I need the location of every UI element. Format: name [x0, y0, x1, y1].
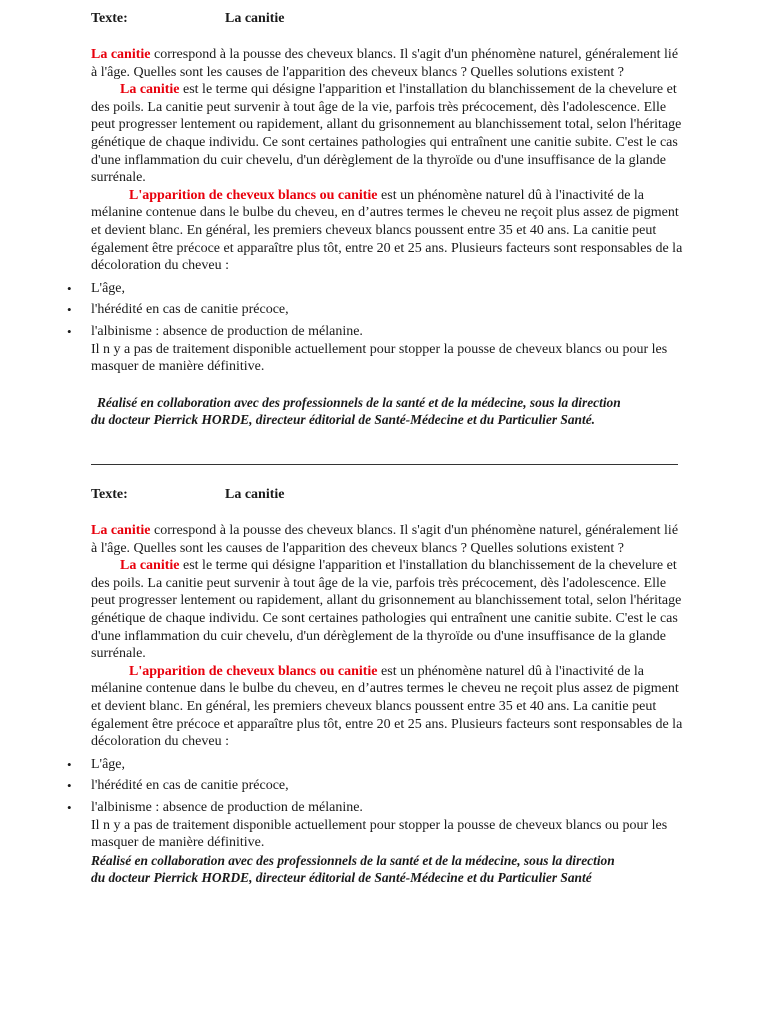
- section-divider: [91, 464, 678, 465]
- credit-line: Réalisé en collaboration avec des professionnels de la santé et de la médecine, sous la direction: [91, 852, 615, 868]
- section-header: [91, 10, 683, 28]
- highlight-term: La canitie: [91, 47, 151, 62]
- header-label: Texte:: [91, 487, 128, 502]
- list-item: • l'hérédité en cas de canitie précoce,: [91, 777, 683, 795]
- highlight-term: La canitie: [91, 523, 151, 538]
- credit-line: Réalisé en collaboration avec des professionnels de la santé et de la médecine, sous la direction: [97, 394, 621, 410]
- header-title: La canitie: [225, 487, 285, 502]
- paragraph-treatment: Il n y a pas de traitement disponible actuellement pour stopper la pousse de cheveux blancs ou pour les masquer de manière définitive.: [91, 341, 668, 375]
- paragraph-text: correspond à la pousse des cheveux blancs. Il s'agit d'un phénomène naturel, généralement lié à l'âge. Quelles sont les causes de l'apparition des cheveux blancs ? Quelles solutions existent ?: [91, 47, 679, 80]
- list-item: • l'hérédité en cas de canitie précoce,: [91, 301, 683, 319]
- article-section-2: [91, 486, 683, 886]
- highlight-term: L'apparition de cheveux blancs ou canitie: [129, 187, 378, 203]
- list-item: • l'albinisme : absence de production de mélanine.: [91, 799, 683, 817]
- credit-line: du docteur Pierrick HORDE, directeur éditorial de Santé-Médecine et du Particulier Santé.: [91, 411, 595, 427]
- paragraph-intro: [91, 522, 683, 557]
- paragraph-text: est le terme qui désigne l'apparition et l'installation du blanchissement de la chevelure et des poils. La canitie peut survenir à tout âge de la vie, parfois très précocement, dès l'adolescence. Elle peut progresser lentement ou rapidement, allant du grisonnement au blanchissement total, selon l'héritage génétique de chaque individu. Ce sont certaines pathologies qui entraînent une canitie subite. C'est le cas d'une inflammation du cuir chevelu, d'un dérèglement de la thyroïde ou d'une insuffisance de la glande surrénale.: [91, 82, 682, 186]
- highlight-term: La canitie: [120, 82, 180, 98]
- list-item: • L'âge,: [91, 756, 683, 774]
- paragraph-causes: [91, 187, 683, 275]
- factor-list: [91, 756, 683, 817]
- paragraph-text: correspond à la pousse des cheveux blancs. Il s'agit d'un phénomène naturel, généralement lié à l'âge. Quelles sont les causes de l'apparition des cheveux blancs ? Quelles solutions existent ?: [91, 523, 679, 556]
- factor-list: [91, 280, 683, 341]
- header-label: Texte:: [91, 11, 128, 26]
- paragraph-text: est un phénomène naturel dû à l'inactivité de la mélanine contenue dans le bulbe du cheveu, en d’autres termes le cheveu ne reçoit plus assez de pigment et devient blanc. En général, les premiers cheveux blancs poussent entre 35 et 40 ans. La canitie peut également être précoce et apparaître plus tôt, entre 20 et 25 ans. Plusieurs facteurs sont responsables de la décoloration du cheveu :: [91, 187, 683, 274]
- list-item: • L'âge,: [91, 280, 683, 298]
- paragraph-intro: [91, 46, 683, 81]
- highlight-term: La canitie: [120, 558, 180, 574]
- paragraph-causes: [91, 663, 683, 751]
- section-header: [91, 486, 683, 504]
- article-section-1: [91, 10, 683, 428]
- header-title: La canitie: [225, 11, 285, 26]
- paragraph-text: est le terme qui désigne l'apparition et l'installation du blanchissement de la chevelure et des poils. La canitie peut survenir à tout âge de la vie, parfois très précocement, dès l'adolescence. Elle peut progresser lentement ou rapidement, allant du grisonnement au blanchissement total, selon l'héritage génétique de chaque individu. Ce sont certaines pathologies qui entraînent une canitie subite. C'est le cas d'une inflammation du cuir chevelu, d'un dérèglement de la thyroïde ou d'une insuffisance de la glande surrénale.: [91, 558, 682, 662]
- highlight-term: L'apparition de cheveux blancs ou canitie: [129, 663, 378, 679]
- paragraph-treatment: Il n y a pas de traitement disponible actuellement pour stopper la pousse de cheveux blancs ou pour les masquer de manière définitive.: [91, 817, 668, 851]
- list-item: • l'albinisme : absence de production de mélanine.: [91, 323, 683, 341]
- paragraph-definition: [91, 557, 683, 663]
- paragraph-text: est un phénomène naturel dû à l'inactivité de la mélanine contenue dans le bulbe du cheveu, en d’autres termes le cheveu ne reçoit plus assez de pigment et devient blanc. En général, les premiers cheveux blancs poussent entre 35 et 40 ans. La canitie peut également être précoce et apparaître plus tôt, entre 20 et 25 ans. Plusieurs facteurs sont responsables de la décoloration du cheveu :: [91, 663, 683, 750]
- paragraph-definition: [91, 81, 683, 187]
- credit-line: du docteur Pierrick HORDE, directeur éditorial de Santé-Médecine et du Particulier Santé: [91, 869, 592, 885]
